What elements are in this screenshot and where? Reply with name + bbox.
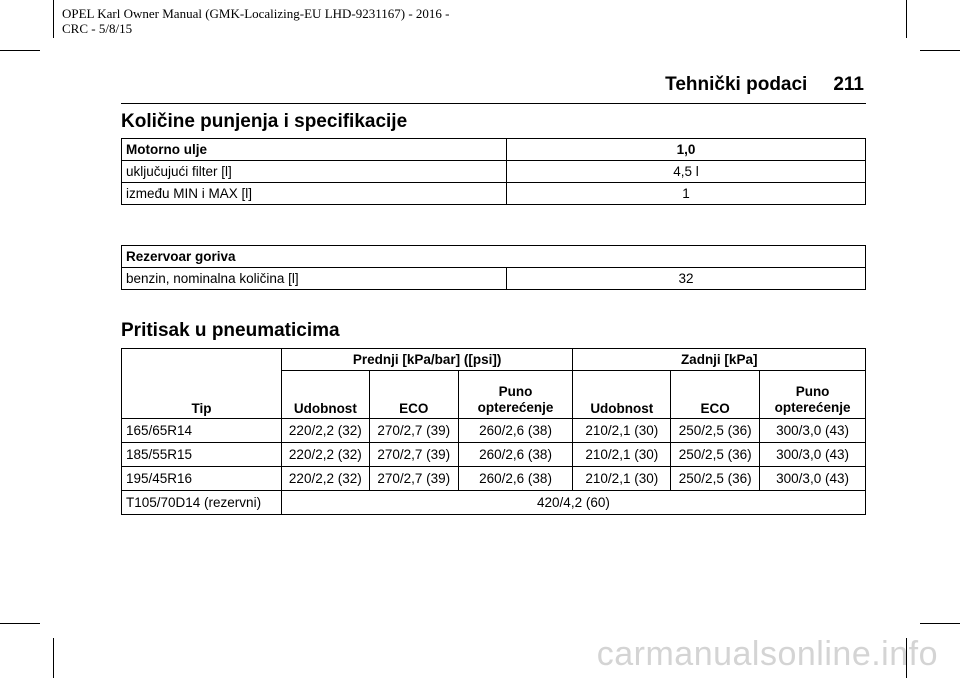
engine-oil-value: 1,0 [507,139,866,161]
fill-section-title: Količine punjenja i specifikacije [121,111,408,132]
subheader-comfort: Udobnost [281,371,369,419]
pressure-cell: 300/3,0 (43) [760,419,866,443]
page-number: 211 [833,74,864,95]
subheader-eco: ECO [369,371,458,419]
page-header [665,74,864,96]
fuel-tank-table [121,245,866,290]
tyre-size-spare: T105/70D14 (rezervni) [122,491,282,515]
tyre-size: 195/45R16 [122,467,282,491]
subheader-comfort: Udobnost [573,371,671,419]
tyre-size: 185/55R15 [122,443,282,467]
header-rule [121,103,866,104]
fuel-tank-header: Rezervoar goriva [122,246,866,268]
row-label: između MIN i MAX [l] [122,183,507,205]
row-value: 1 [507,183,866,205]
crop-mark-bottom-left-h [0,623,40,624]
subheader-eco: ECO [671,371,760,419]
pressure-cell: 270/2,7 (39) [369,419,458,443]
table-row [122,161,866,183]
pressure-cell: 260/2,6 (38) [458,467,573,491]
watermark: carmanualsonline.info [596,635,938,673]
spare-pressure-cell: 420/4,2 (60) [281,491,865,515]
crop-mark-bottom-right-h [920,623,960,624]
crop-mark-top-right-v [906,0,907,38]
subheader-full-load: Puno opterećenje [760,371,866,419]
crop-mark-top-left-v [53,0,54,38]
pressure-cell: 250/2,5 (36) [671,467,760,491]
document-header-line1: OPEL Karl Owner Manual (GMK-Localizing-EU LHD-9231167) - 2016 - [62,6,450,21]
pressure-cell: 220/2,2 (32) [281,467,369,491]
document-header [62,6,450,36]
column-group-rear: Zadnji [kPa] [573,349,866,371]
crop-mark-top-left-h [0,50,40,51]
pressure-cell: 300/3,0 (43) [760,467,866,491]
column-header-tip: Tip [122,349,282,419]
pressure-cell: 260/2,6 (38) [458,419,573,443]
table-row [122,491,866,515]
pressure-cell: 270/2,7 (39) [369,443,458,467]
row-label: uključujući filter [l] [122,161,507,183]
column-group-front: Prednji [kPa/bar] ([psi]) [281,349,573,371]
pressure-cell: 210/2,1 (30) [573,443,671,467]
table-header-row [122,246,866,268]
chapter-title: Tehnički podaci [665,74,808,95]
tyre-pressure-table [121,348,866,515]
table-row [122,419,866,443]
engine-oil-label: Motorno ulje [122,139,507,161]
pressure-cell: 220/2,2 (32) [281,419,369,443]
table-row [122,467,866,491]
pressure-cell: 210/2,1 (30) [573,467,671,491]
pressure-cell: 220/2,2 (32) [281,443,369,467]
tyre-section-title: Pritisak u pneumaticima [121,320,340,341]
pressure-cell: 250/2,5 (36) [671,419,760,443]
crop-mark-top-right-h [920,50,960,51]
pressure-cell: 260/2,6 (38) [458,443,573,467]
table-header-row [122,349,866,371]
crop-mark-bottom-left-v [53,638,54,678]
document-header-line2: CRC - 5/8/15 [62,21,133,36]
row-value: 32 [507,268,866,290]
engine-oil-table [121,138,866,205]
table-row [122,443,866,467]
pressure-cell: 270/2,7 (39) [369,467,458,491]
pressure-cell: 210/2,1 (30) [573,419,671,443]
table-row [122,183,866,205]
tyre-size: 165/65R14 [122,419,282,443]
table-row [122,268,866,290]
pressure-cell: 250/2,5 (36) [671,443,760,467]
subheader-full-load: Puno opterećenje [458,371,573,419]
pressure-cell: 300/3,0 (43) [760,443,866,467]
row-label: benzin, nominalna količina [l] [122,268,507,290]
row-value: 4,5 l [507,161,866,183]
table-header-row [122,139,866,161]
